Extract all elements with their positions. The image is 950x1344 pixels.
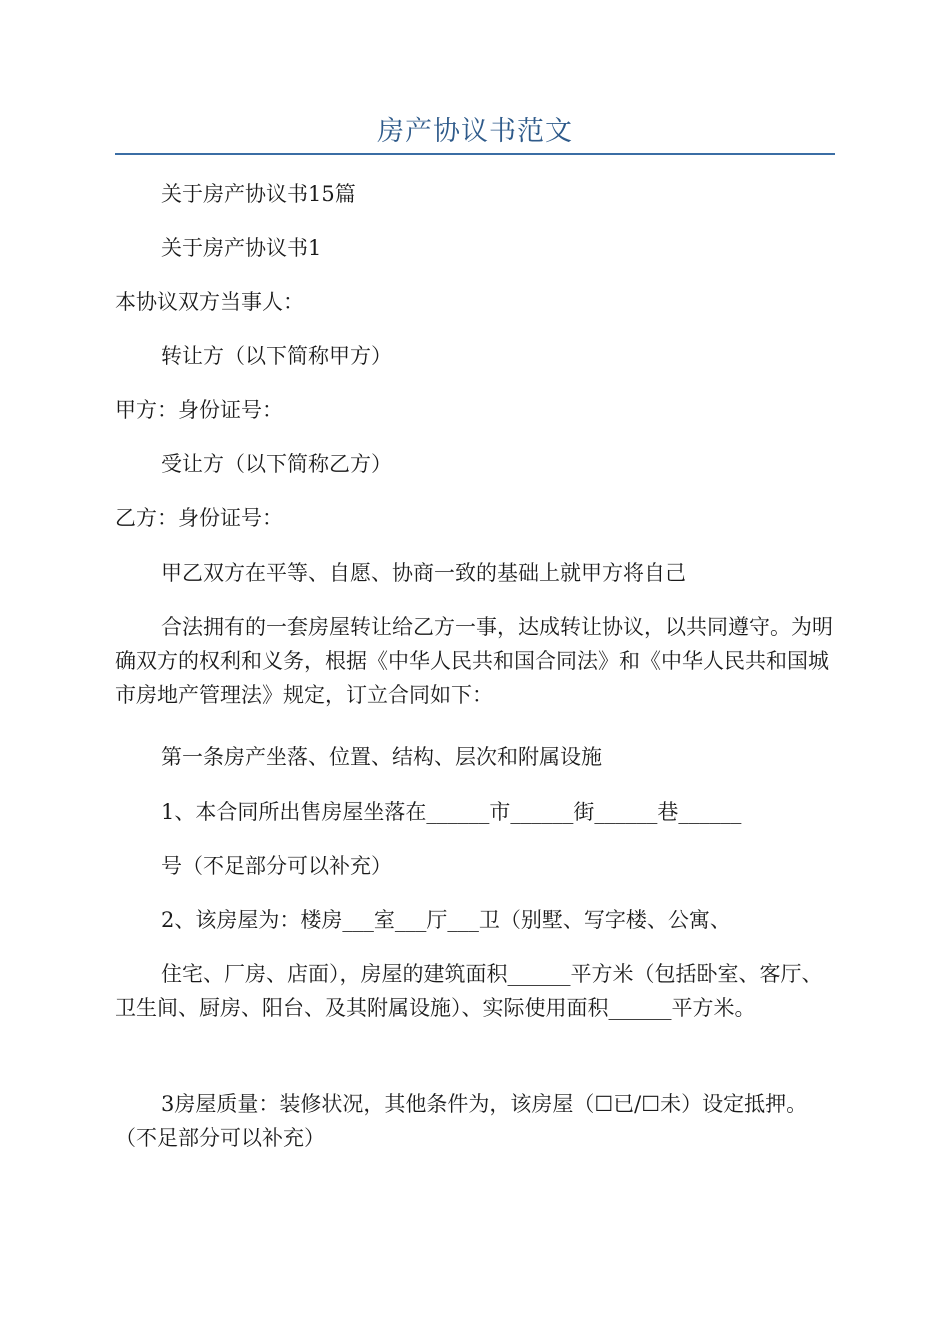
paragraph-2: 关于房产协议书1 xyxy=(161,236,322,260)
paragraph-10: 第一条房产坐落、位置、结构、层次和附属设施 xyxy=(161,745,602,769)
paragraph-8: 甲乙双方在平等、自愿、协商一致的基础上就甲方将自己 xyxy=(161,561,686,585)
paragraph-11: 1、本合同所出售房屋坐落在______市______街______巷______ xyxy=(161,800,742,824)
document-title: 房产协议书范文 xyxy=(377,116,573,147)
paragraph-3: 本协议双方当事人： xyxy=(115,290,304,314)
paragraph-13: 2、该房屋为：楼房___室___厅___卫（别墅、写字楼、公寓、 xyxy=(161,908,731,932)
paragraph-5: 甲方：身份证号： xyxy=(115,398,283,422)
paragraph-4: 转让方（以下简称甲方） xyxy=(161,344,392,368)
paragraph-12: 号（不足部分可以补充） xyxy=(161,854,392,878)
paragraph-14: 住宅、厂房、店面），房屋的建筑面积______平方米（包括卧室、客厅、卫生间、厨房、阳台、及其附属设施）、实际使用面积______平方米。 xyxy=(115,962,823,1020)
paragraph-6: 受让方（以下简称乙方） xyxy=(161,452,392,476)
paragraph-15: 3房屋质量：装修状况，其他条件为，该房屋（☐已/☐未）设定抵押。（不足部分可以补充） xyxy=(115,1092,808,1150)
paragraph-7: 乙方：身份证号： xyxy=(115,506,283,530)
paragraph-1: 关于房产协议书15篇 xyxy=(161,182,356,206)
paragraph-9: 合法拥有的一套房屋转让给乙方一事，达成转让协议，以共同遵守。为明确双方的权利和义务，根据《中华人民共和国合同法》和《中华人民共和国城市房地产管理法》规定，订立合同如下： xyxy=(115,615,833,707)
title-underline xyxy=(115,153,835,155)
